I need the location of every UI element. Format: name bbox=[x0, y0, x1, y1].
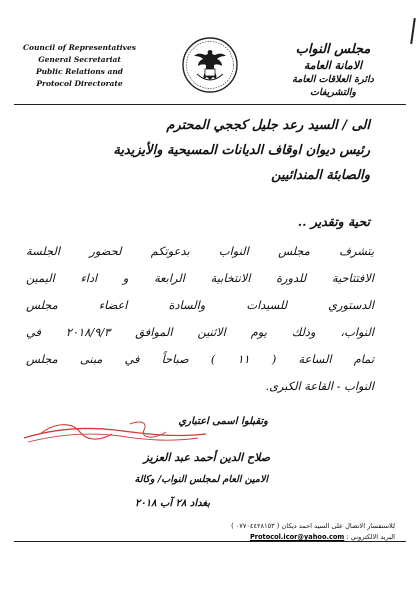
body-line: الافتتاحية للدورة الانتخابية الرابعة و اداء اليمين bbox=[26, 271, 374, 285]
signatory-title: الامين العام لمجلس النواب/ وكالة bbox=[134, 474, 268, 485]
header-english-line1: Council of Representatives bbox=[22, 43, 136, 52]
footer-email-line bbox=[220, 533, 395, 541]
footer-email-link[interactable]: Protocol.icor@yahoo.com bbox=[249, 533, 345, 541]
footer-divider bbox=[14, 541, 406, 542]
addressee-title: رئيس ديوان اوقاف الديانات المسيحية والأيزيدية bbox=[113, 143, 370, 158]
greeting: تحية وتقدير .. bbox=[297, 214, 370, 229]
handwritten-signature bbox=[20, 416, 210, 450]
header-english-line3: Public Relations and Protocol Directorate bbox=[35, 67, 124, 88]
signatory-name: صلاح الدين أحمد عبد العزيز bbox=[143, 451, 270, 464]
iraq-emblem-icon bbox=[181, 36, 239, 94]
addressee-title-cont: والصابئة المندائيين bbox=[271, 168, 370, 183]
letter-date: بغداد ٢٨ آب ٢٠١٨ bbox=[135, 498, 210, 509]
footer-email-label: البريد الالكتروني : bbox=[346, 533, 395, 541]
header-english-line2: General Secretariat bbox=[38, 55, 121, 64]
header-english bbox=[22, 42, 137, 90]
body-line: النواب - القاعة الكبرى. bbox=[265, 379, 374, 393]
footer-contact: للاستفسار الاتصال على السيد احمد ديكان ( ٠٧٧٠٤٤٢٨١٥٣ ) bbox=[231, 522, 395, 530]
body-line: تمام الساعة ( ١١ ) صباحاً في مبنى مجلس bbox=[26, 352, 374, 366]
corner-mark bbox=[410, 18, 416, 44]
header-arabic bbox=[268, 42, 398, 99]
header-arabic-line3: دائرة العلاقات العامة والتشريفات bbox=[292, 74, 374, 98]
closing-phrase: وتقبلوا اسمى اعتباري bbox=[178, 416, 268, 427]
header-divider bbox=[14, 104, 406, 105]
header-arabic-line2: الامانة العامة bbox=[303, 59, 363, 72]
body-line: النواب، وذلك يوم الاثنين الموافق ٢٠١٨/٩/٣ في bbox=[26, 325, 374, 339]
body-line: الدستوري للسيدات والسادة اعضاء مجلس bbox=[26, 298, 374, 312]
header-arabic-line1: مجلس النواب bbox=[295, 42, 371, 57]
addressee-name: الى / السيد رعد جليل كججي المحترم bbox=[166, 118, 370, 133]
body-line: يتشرف مجلس النواب بدعوتكم لحضور الجلسة bbox=[26, 244, 374, 258]
